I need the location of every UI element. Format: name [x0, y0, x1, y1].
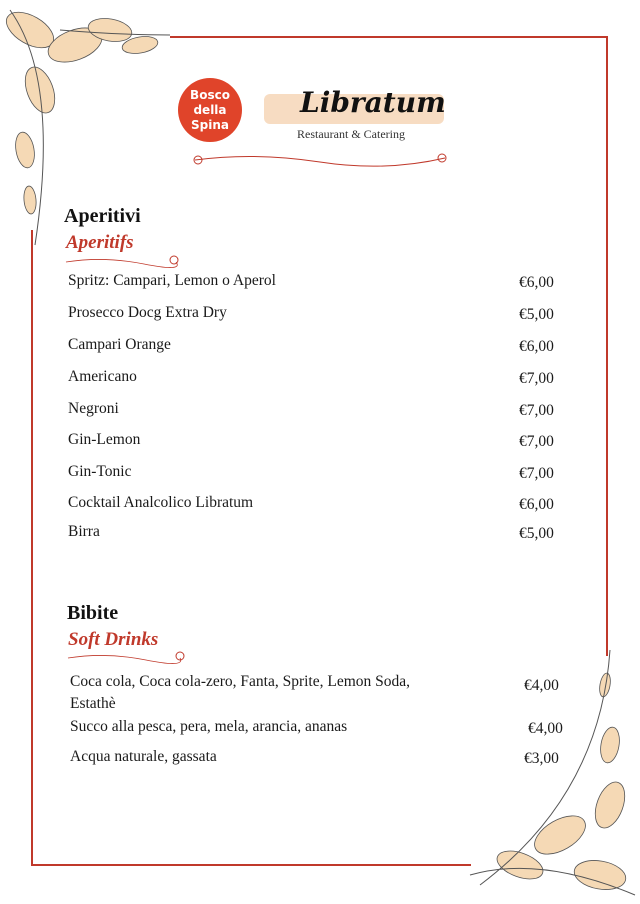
menu-item-price: €4,00: [528, 720, 563, 737]
menu-item-price: €5,00: [519, 525, 554, 542]
menu-item-name: Acqua naturale, gassata: [70, 748, 217, 765]
menu-item-name: Coca cola, Coca cola-zero, Fanta, Sprite, Lemon Soda,: [70, 673, 411, 690]
bosco-della-spina-logo: Bosco della Spina: [178, 78, 242, 142]
swirl-divider: [66, 650, 190, 670]
frame-top: [170, 36, 608, 38]
menu-item-name: Gin-Tonic: [68, 463, 132, 480]
menu-item-price: €6,00: [519, 338, 554, 355]
menu-item-name: Negroni: [68, 400, 119, 417]
section-subtitle: Soft Drinks: [68, 629, 159, 650]
floral-divider: [190, 150, 450, 170]
section-title: Aperitivi: [64, 205, 141, 227]
frame-bottom: [31, 864, 471, 866]
menu-item-price: €7,00: [519, 370, 554, 387]
menu-item-price: €3,00: [524, 750, 559, 767]
menu-item-name: Gin-Lemon: [68, 431, 141, 448]
menu-item-name: Birra: [68, 523, 100, 540]
menu-item-name: Spritz: Campari, Lemon o Aperol: [68, 272, 276, 289]
frame-left: [31, 230, 33, 866]
menu-item-name: Cocktail Analcolico Libratum: [68, 494, 254, 511]
tagline: Restaurant & Catering: [297, 127, 405, 141]
frame-right: [606, 36, 608, 656]
swirl-divider: [64, 254, 184, 274]
menu-item-price: €6,00: [519, 274, 554, 291]
menu-item-name: Americano: [68, 368, 137, 385]
menu-item-name: Prosecco Docg Extra Dry: [68, 304, 227, 321]
menu-item-price: €6,00: [519, 496, 554, 513]
brand-logo: Libratum: [300, 86, 446, 119]
menu-item-price: €4,00: [524, 677, 559, 694]
menu-item-price: €5,00: [519, 306, 554, 323]
menu-item-name: Campari Orange: [68, 336, 171, 353]
menu-item-price: €7,00: [519, 465, 554, 482]
menu-item-price: €7,00: [519, 402, 554, 419]
menu-item-name-cont: Estathè: [70, 695, 116, 712]
section-title: Bibite: [67, 602, 119, 624]
menu-item-name: Succo alla pesca, pera, mela, arancia, ananas: [70, 718, 348, 735]
menu-item-price: €7,00: [519, 433, 554, 450]
section-subtitle: Aperitifs: [66, 232, 134, 253]
